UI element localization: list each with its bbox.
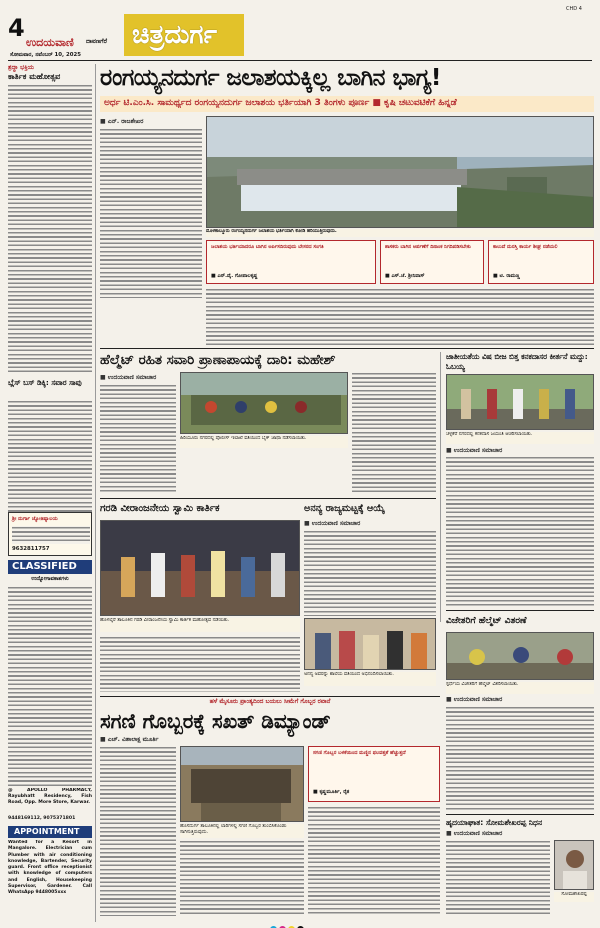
story6-byline: ■ ಉದಯವಾಣಿ ಸಮಾಚಾರ (446, 696, 503, 703)
paper-name: ಉದಯವಾಣಿ (26, 36, 74, 49)
story2-text-right (352, 372, 436, 494)
story2-byline: ■ ಉದಯವಾಣಿ ಸಮಾಚಾರ (100, 374, 157, 381)
story4-text (100, 636, 300, 692)
story7-text-right (308, 806, 440, 916)
story6-photo-svg (447, 633, 594, 680)
lead-quote1-by: ■ ಎನ್‌.ವೈ. ಗೋಪಾಲಕೃಷ್ಣ (211, 273, 258, 279)
lead-byline: ■ ಎನ್‌. ರಾಜಶೇಖರ (100, 118, 144, 125)
story7-quote-by: ■ ಕೃಷ್ಣಮೂರ್ತಿ, ರೈತ (313, 789, 350, 795)
story7-headline: ಸಗಣಿ ಗೊಬ್ಬರಕ್ಕೆ ಸಖತ್ ಡಿಮ್ಯಾಂಡ್ (100, 709, 331, 733)
story3-photo (446, 374, 594, 430)
astrology-ad (8, 512, 92, 556)
lead-text-col1 (100, 128, 202, 298)
story5-photo (304, 618, 436, 670)
story6-top-rule (446, 610, 594, 611)
story2-caption: ಹಿರಿಯೂರು ನಗರದಲ್ಲಿ ಪೊಲೀಸ್ ಇಲಾಖೆ ವತಿಯಿಂದ ಬೈಕ್ ಜಾಥಾ ನಡೆಸಲಾಯಿತು. (180, 436, 348, 448)
left-column (8, 62, 92, 920)
apollo-text: @ APOLLO PHARMACY, Rayubhatt Residency, Fish Road, Opp. More Store, Karwar. (8, 788, 92, 806)
story4-headline: ಗರಡಿ ವೀರಾಂಜನೇಯ ಸ್ವಾಮಿ ಕಾರ್ತಿಕ (100, 503, 220, 514)
story2-headline: ಹೆಲ್ಮೆಟ್ ರಹಿತ ಸವಾರಿ ಪ್ರಾಣಾಪಾಯಕ್ಕೆ ದಾರಿ: ಮಹೇಶ್ (100, 353, 336, 368)
appointment-text: Wanted for a Resort in Mangalore. Electrician cum Plumber with air conditioning knowledge, Bartender, Security guard. Front office receptionist with knowledge of computers and English, Housekeeping Supervisor, Gardener. Call WhatsApp 9448005xxx (8, 840, 92, 896)
classified-text (8, 586, 92, 786)
story5-byline: ■ ಉದಯವಾಣಿ ಸಮಾಚಾರ (304, 520, 361, 527)
lead-subhead: ಅರ್ಧ ಟಿ.ಎಂ.ಸಿ. ಸಾಮರ್ಥ್ಯದ ರಂಗಯ್ಯನದುರ್ಗ ಜಲಾಶಯ ಭರ್ತಿಯಾಗಿ 3 ತಿಂಗಳು ಪೂರ್ಣ ■ ಕೃಷಿ ಚಟುವಟಿಕೆಗೆ ಹಿನ್ನಡೆ (104, 98, 457, 108)
astrology-ad-text (12, 526, 90, 544)
edition-tag: ದಾವಣಗೆರೆ (86, 38, 108, 45)
lead-quote2-box (380, 240, 484, 284)
masthead (8, 6, 592, 60)
story8-photo (554, 840, 594, 890)
classified-sub: ಉದ್ಯೋಗಾವಕಾಶಗಳು (31, 576, 69, 582)
story3-caption: ಚಳ್ಳಕೆರೆ ನಗರದಲ್ಲಿ ಕನಕದಾಸ ಜಯಂತಿ ಆಚರಿಸಲಾಯಿತು. (446, 432, 594, 444)
story6-caption: ಸ್ಪರ್ಧೆಯ ವಿಜೇತರಿಗೆ ಹೆಲ್ಮೆಟ್ ವಿತರಿಸಲಾಯಿತು. (446, 682, 594, 694)
lead-quote3-box (488, 240, 594, 284)
story6-text (446, 706, 594, 810)
phone-line: 9448169112, 9075371801 (8, 816, 76, 821)
lead-quote1-box (206, 240, 376, 284)
obituary-portrait-svg (555, 841, 594, 890)
brief-headline: ಬ್ಲೆಸ್ ಬಸ್ ಡಿಕ್ಕಿ: ಸವಾರ ಸಾವು (8, 378, 82, 387)
lead-headline: ರಂಗಯ್ಯನದುರ್ಗ ಜಲಾಶಯಕ್ಕಿಲ್ಲ ಬಾಗಿನ ಭಾಗ್ಯ! (100, 65, 441, 91)
section-title: ಚಿತ್ರದುರ್ಗ (132, 20, 217, 50)
story7-kicker: ಹಳೆ ಮೈಸೂರು ಪ್ರಾಂತ್ಯದಿಂದ ಬಯಲು ಸೀಮೆಗೆ ಗೊಬ್ಬರ ರವಾನೆ (209, 698, 331, 705)
lead-subhead-bar (100, 96, 594, 112)
page-number: 4 (8, 14, 25, 42)
story6-headline: ವಿಜೇತರಿಗೆ ಹೆಲ್ಮೆಟ್ ವಿತರಣೆ (446, 616, 527, 626)
left-story-text (8, 84, 92, 374)
story7-quote-text: ಸಗಣಿ ಗೊಬ್ಬರ ಬಳಕೆಯಿಂದ ಮಣ್ಣಿನ ಫಲವತ್ತತೆ ಹೆಚ್ಚುತ್ತದೆ (313, 750, 406, 756)
left-kicker: ಶ್ರದ್ಧಾ ಭಕ್ತಿಯ (8, 64, 34, 71)
left-headline: ಕಾರ್ತಿಕ ಮಹೋತ್ಸವ (8, 72, 61, 81)
lead-quote3-by: ■ ಟಿ. ರಾಮಣ್ಣ (493, 273, 520, 279)
classified-title: CLASSIFIED (12, 561, 77, 572)
lead-photo (206, 116, 594, 228)
story5-text (304, 530, 436, 616)
story4-photo-svg (101, 521, 300, 616)
lead-bottom-rule (100, 348, 594, 349)
story2-photo (180, 372, 348, 434)
story3-photo-svg (447, 375, 594, 430)
story3-text (446, 456, 594, 606)
dam-photo-svg (207, 117, 594, 228)
story7-byline: ■ ಎಚ್‌. ವಿಶಾಲಾಕ್ಷ ಮೂರ್ತಿ (100, 736, 159, 743)
registration-marks (270, 918, 330, 926)
classified-header (8, 560, 92, 574)
appointment-title: APPOINTMENT (14, 827, 80, 836)
story7-photo-svg (181, 747, 304, 822)
story5-photo-svg (305, 619, 436, 670)
story8-top-rule (446, 814, 594, 815)
story2-text-left (100, 384, 176, 494)
story4-caption: ಹೊಳಲ್ಕೆರೆ ತಾಲೂಕಿನ ಗರಡಿ ವೀರಾಂಜನೇಯ ಸ್ವಾಮಿ ಕಾರ್ತಿಕ ಮಹೋತ್ಸವ ನಡೆಯಿತು. (100, 618, 300, 632)
story8-byline: ■ ಉದಯವಾಣಿ ಸಮಾಚಾರ (446, 830, 503, 837)
story7-caption: ಹೊಸದುರ್ಗ ತಾಲೂಕಿನಲ್ಲಿ ಲಾರಿಗಳಲ್ಲಿ ಸಗಣಿ ಗೊಬ್ಬರ ತುಂಬಿಸಿಕೊಂಡು ಸಾಗಿಸುತ್ತಿರುವುದು. (180, 824, 304, 838)
story8-caption: ಸೋಮಶೇಖರಪ್ಪ (554, 892, 594, 902)
issue-date: ಸೋಮವಾರ, ನವೆಂಬರ್ 10, 2025 (10, 52, 81, 58)
story7-quote-box (308, 746, 440, 802)
lead-text-cols (206, 288, 594, 346)
story8-headline: ಹೃದಯಾಘಾತ: ಸೋಮಶೇಖರಪ್ಪ ನಿಧನ (446, 818, 543, 827)
story3-headline: ಜಾತೀಯತೆಯ ವಿಷ ಬೀಜ ಬಿತ್ತ ಕನಕದಾಸರ ಕೀರ್ತನೆ ಮದ್ದು: ಓಬಯ್ಯ (446, 352, 588, 371)
corner-code: CHD 4 (566, 6, 582, 12)
story2-photo-svg (181, 373, 348, 434)
story7-top-rule (100, 696, 440, 697)
story7-text-left (100, 746, 176, 916)
story3-byline: ■ ಉದಯವಾಣಿ ಸಮಾಚಾರ (446, 447, 503, 454)
astrology-ad-title: ಶ್ರೀ ದುರ್ಗಾ ಜ್ಯೋತಿಷ್ಯಾಲಯ (12, 516, 58, 522)
story4-top-rule (100, 498, 436, 499)
left-divider (95, 64, 96, 922)
masthead-rule (8, 60, 592, 61)
lead-quote1-text: ಜಲಾಶಯ ಭರ್ತಿಯಾದರೂ ಬಾಗಿನ ಅರ್ಪಿಸದಿರುವುದು ಬೇಸರದ ಸಂಗತಿ (211, 244, 324, 250)
story7-photo (180, 746, 304, 822)
story5-caption: ಅನನ್ಯ ಅವರನ್ನು ಶಾಲೆಯ ವತಿಯಿಂದ ಅಭಿನಂದಿಸಲಾಯಿತು. (304, 672, 436, 686)
astrology-ad-phone: 9632811757 (12, 546, 50, 552)
story6-photo (446, 632, 594, 680)
story4-photo (100, 520, 300, 616)
lead-quote2-by: ■ ಎಸ್‌.ಜೆ. ಶ್ರೀನಿವಾಸ್ (385, 273, 425, 279)
lead-quote2-text: ಶಾಸಕರು ಬಾಗಿನ ಅರ್ಪಣೆಗೆ ದಿನಾಂಕ ನಿಗದಿಪಡಿಸಬೇಕು (385, 244, 471, 250)
appointment-header (8, 826, 92, 838)
story5-headline: ಅನನ್ಯ ರಾಜ್ಯಮಟ್ಟಕ್ಕೆ ಆಯ್ಕೆ (304, 503, 385, 514)
story8-text (446, 840, 550, 916)
mid-divider (440, 352, 441, 622)
lead-quote3-text: ಕಾಲುವೆ ದುರಸ್ತಿ ಕಾರ್ಯ ಶೀಘ್ರ ನಡೆಯಲಿ (493, 244, 558, 250)
lead-photo-caption: ಮೊಳಕಾಲ್ಮೂರು ರಂಗಯ್ಯನದುರ್ಗ ಜಲಾಶಯ ಭರ್ತಿಯಾಗಿ ಕೋಡಿ ಹರಿಯುತ್ತಿರುವುದು. (206, 229, 594, 237)
story7-text-mid (180, 840, 304, 916)
